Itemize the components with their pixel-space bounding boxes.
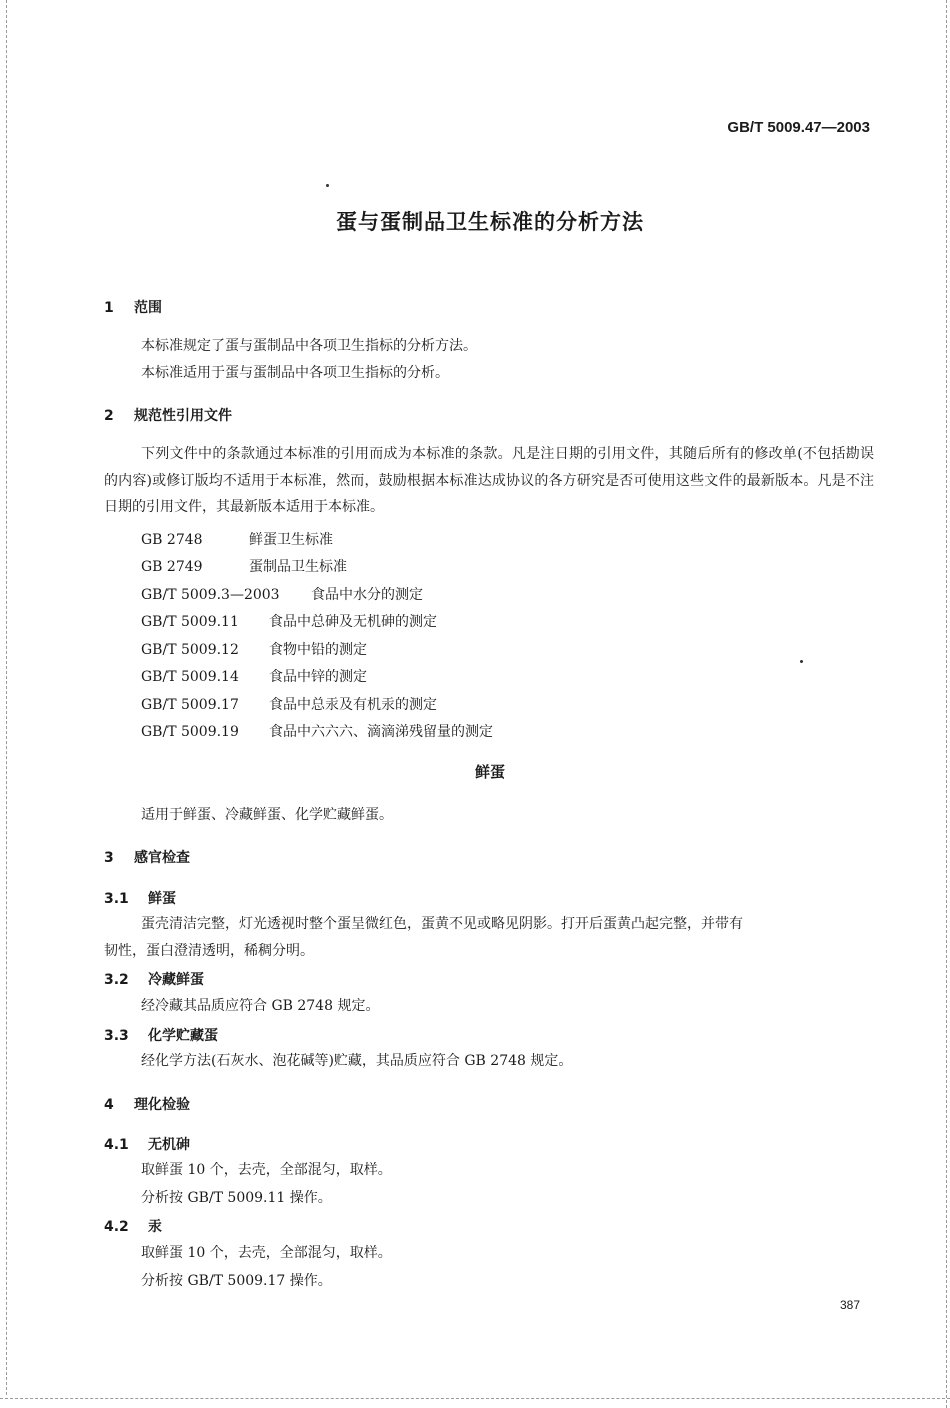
subsection-heading xyxy=(104,1025,218,1045)
reference-item xyxy=(141,721,493,741)
subsection-heading xyxy=(104,1134,190,1154)
reference-item xyxy=(141,694,437,714)
scan-speck xyxy=(326,184,329,187)
reference-code: GB 2749 xyxy=(141,559,203,575)
page-number: 387 xyxy=(839,1298,860,1312)
paragraph-line: 取鲜蛋 10 个，去壳，全部混匀，取样。 xyxy=(141,1245,392,1261)
paragraph-line: 经化学方法(石灰水、泡花碱等)贮藏，其品质应符合 GB 2748 规定。 xyxy=(141,1053,573,1069)
reference-name: 蛋制品卫生标准 xyxy=(249,559,347,575)
reference-item xyxy=(141,639,367,659)
section-number: 1 xyxy=(104,300,114,316)
section-title: 理化检验 xyxy=(134,1097,190,1113)
paragraph: 下列文件中的条款通过本标准的引用而成为本标准的条款。凡是注日期的引用文件，其随后所有的修改单(不包括勘误的内容)或修订版均不适用于本标准，然而，鼓励根据本标准达成协议的各方研究是否可使用这些文件的最新版本。凡是不注日期的引用文件，其最新版本适用于本标准。 xyxy=(104,446,874,515)
reference-name: 鲜蛋卫生标准 xyxy=(249,532,333,548)
standard-code: GB/T 5009.47—2003 xyxy=(727,119,870,136)
paragraph-line: 分析按 GB/T 5009.17 操作。 xyxy=(141,1273,332,1289)
section-number: 3 xyxy=(104,850,114,866)
subsection-title: 汞 xyxy=(148,1219,162,1235)
subsection-title: 冷藏鲜蛋 xyxy=(148,972,204,988)
subsection-heading xyxy=(104,888,176,908)
subsection-heading xyxy=(104,969,204,989)
reference-name: 食品中总砷及无机砷的测定 xyxy=(269,614,437,630)
section-title: 范围 xyxy=(134,300,162,316)
section-4-heading xyxy=(104,1094,190,1114)
reference-code: GB/T 5009.17 xyxy=(141,697,239,713)
reference-item xyxy=(141,584,423,604)
paragraph-line: 本标准规定了蛋与蛋制品中各项卫生指标的分析方法。 xyxy=(141,338,477,354)
reference-name: 食品中水分的测定 xyxy=(311,587,423,603)
paragraph-line: 经冷藏其品质应符合 GB 2748 规定。 xyxy=(141,998,380,1014)
subsection-number: 4.2 xyxy=(104,1219,129,1235)
reference-code: GB 2748 xyxy=(141,532,203,548)
paragraph-line: 分析按 GB/T 5009.11 操作。 xyxy=(141,1190,332,1206)
reference-code: GB/T 5009.14 xyxy=(141,669,239,685)
scan-speck xyxy=(800,660,803,663)
subsection-title: 无机砷 xyxy=(148,1137,190,1153)
subsection-heading xyxy=(104,1216,162,1236)
paragraph-line: 本标准适用于蛋与蛋制品中各项卫生指标的分析。 xyxy=(141,365,449,381)
section-title: 规范性引用文件 xyxy=(134,408,232,424)
reference-name: 食物中铅的测定 xyxy=(269,642,367,658)
section-3-heading xyxy=(104,847,190,867)
subsection-number: 3.2 xyxy=(104,972,129,988)
reference-name: 食品中锌的测定 xyxy=(269,669,367,685)
reference-code: GB/T 5009.3—2003 xyxy=(141,587,280,603)
reference-name: 食品中总汞及有机汞的测定 xyxy=(269,697,437,713)
section-number: 4 xyxy=(104,1097,114,1113)
section-1-heading xyxy=(104,297,162,317)
section-number: 2 xyxy=(104,408,114,424)
paragraph-line: 适用于鲜蛋、冷藏鲜蛋、化学贮藏鲜蛋。 xyxy=(141,807,393,823)
subsection-title: 鲜蛋 xyxy=(148,891,176,907)
document-title: 蛋与蛋制品卫生标准的分析方法 xyxy=(336,210,644,234)
reference-code: GB/T 5009.12 xyxy=(141,642,239,658)
reference-code: GB/T 5009.19 xyxy=(141,724,239,740)
reference-item xyxy=(141,666,367,686)
paragraph-line: 取鲜蛋 10 个，去壳，全部混匀，取样。 xyxy=(141,1162,392,1178)
reference-item xyxy=(141,556,347,576)
reference-code: GB/T 5009.11 xyxy=(141,614,239,630)
section-title: 感官检查 xyxy=(134,850,190,866)
reference-name: 食品中六六六、滴滴涕残留量的测定 xyxy=(269,724,493,740)
reference-item xyxy=(141,529,333,549)
subsection-number: 3.1 xyxy=(104,891,129,907)
reference-item xyxy=(141,611,437,631)
scan-edge-bottom xyxy=(0,1398,950,1400)
section-2-heading xyxy=(104,405,232,425)
subsection-number: 3.3 xyxy=(104,1028,129,1044)
part-heading: 鲜蛋 xyxy=(474,763,505,781)
subsection-number: 4.1 xyxy=(104,1137,129,1153)
paragraph-line: 蛋壳清洁完整，灯光透视时整个蛋呈微红色，蛋黄不见或略见阴影。打开后蛋黄凸起完整，并带有 xyxy=(141,916,743,932)
paragraph-line: 韧性，蛋白澄清透明，稀稠分明。 xyxy=(104,943,314,959)
subsection-title: 化学贮藏蛋 xyxy=(148,1028,218,1044)
